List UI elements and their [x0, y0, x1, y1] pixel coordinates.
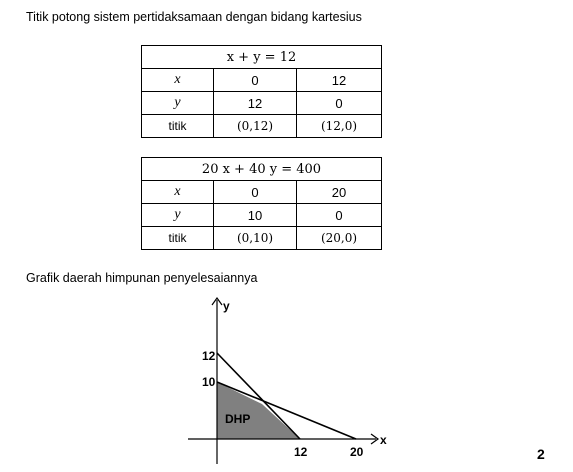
x-label: x [142, 69, 214, 92]
table-row [142, 115, 382, 138]
x-label: x [142, 181, 214, 204]
y-value: 12 [214, 92, 297, 115]
point-value: (0,10) [214, 227, 297, 250]
feasible-region-graph [180, 288, 400, 468]
y-value: 10 [214, 204, 297, 227]
region-label: DHP [225, 412, 251, 426]
table-row [142, 158, 382, 181]
x-tick-20: 20 [350, 445, 364, 459]
table-row [142, 92, 382, 115]
table-row [142, 204, 382, 227]
table-row [142, 46, 382, 69]
table-row [142, 181, 382, 204]
point-label: titik [142, 115, 214, 138]
y-value: 0 [297, 204, 382, 227]
y-value: 0 [297, 92, 382, 115]
point-value: (12,0) [297, 115, 382, 138]
page-number: 2 [537, 446, 545, 462]
y-label: y [142, 204, 214, 227]
y-tick-12: 12 [202, 349, 216, 363]
intercept-table-2 [141, 157, 382, 250]
intercept-table-1 [141, 45, 382, 138]
y-tick-10: 10 [202, 375, 216, 389]
graph-title: Grafik daerah himpunan penyelesaiannya [26, 271, 258, 285]
y-label: y [142, 92, 214, 115]
y-axis-label: y [223, 299, 230, 313]
point-value: (0,12) [214, 115, 297, 138]
x-value: 20 [297, 181, 382, 204]
point-value: (20,0) [297, 227, 382, 250]
x-value: 0 [214, 181, 297, 204]
equation-header: x + y = 12 [142, 46, 382, 69]
table-row [142, 227, 382, 250]
point-label: titik [142, 227, 214, 250]
x-axis-label: x [380, 433, 387, 447]
intro-text: Titik potong sistem pertidaksamaan dengan bidang kartesius [26, 10, 362, 24]
x-value: 0 [214, 69, 297, 92]
equation-header: 20 x + 40 y = 400 [142, 158, 382, 181]
x-tick-12: 12 [294, 445, 308, 459]
x-value: 12 [297, 69, 382, 92]
table-row [142, 69, 382, 92]
